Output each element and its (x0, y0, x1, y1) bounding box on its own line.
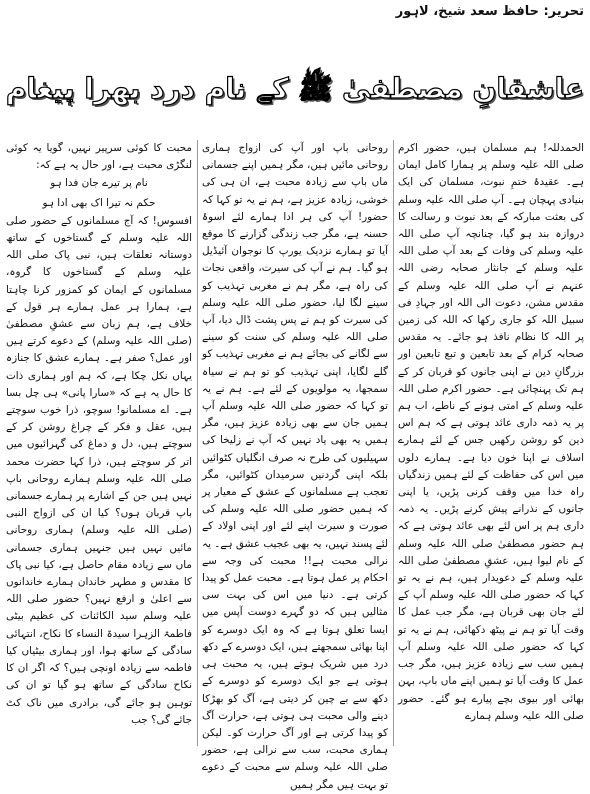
paragraph: محبت کا کوئی سرپیر نہیں، گویا یہ کوئی لنگڑی محبت ہے، اور حال یہ ہے کہ: (6, 142, 192, 172)
article-body (6, 140, 584, 791)
column-divider (197, 140, 198, 746)
verse-line: نام پر تیرے جان فدا ہو (50, 177, 148, 190)
paragraph: الحمدللہ! ہم مسلمان ہیں، حضور اکرم صلی اللہ علیہ وسلم پر ہمارا کامل ایمان ہے۔ عقیدۂ ختمِ نبوت، مسلمان کی ایک بنیادی پہچان ہے۔ آپ صلی اللہ علیہ وسلم کی بعثت مبارکہ کے بعد نبوت و رسالت کا دروازہ بند ہو گیا، چنانچہ آپ صلی اللہ علیہ وسلم کی وفات کے بعد آپ صلی اللہ علیہ وسلم کے جانثار صحابہ رضی اللہ عنہم نے آپ صلی اللہ علیہ وسلم کے مقدس مشن، دعوت الی اللہ اور جہادِ فی سبیل اللہ کو جاری رکھا کہ اللہ کی زمین پر اللہ کا نظام نافذ ہو جائے۔ یہ مقدس صحابہ کرام کے بعد تابعین و تبع تابعین اور بزرگانِ دین نے اپنی جانوں کو قربان کر کے ہم تک پہنچائی ہے۔ حضور اکرم صلی اللہ علیہ وسلم کے امتی ہونے کے ناطے، اب ہم پر یہ ذمہ داری عائد ہوتی ہے کہ ہم اس دین کو روشن رکھیں جس کے لئے ہمارے اسلاف نے اپنا خون دیا ہے۔ ہمارے دلوں میں اس کی حفاظت کے لئے ہمیں زندگیاں راہ خدا میں وقف کرنی پڑیں، یا اپنی جانوں کے نذرانے پیش کرنے پڑیں۔ یہ ذمہ داری ہم پر اس لئے بھی عائد ہوتی ہے کہ ہم حضور مصطفیٰ صلی اللہ علیہ وسلم کے نام لیوا ہیں، عشقِ مصطفیٰ صلی اللہ علیہ وسلم کے دعویدار ہیں، ہم نے یہ تو کہا کہ حضور صلی اللہ علیہ وسلم آپ کے لئے جان بھی قربان ہے، مگر جب عمل کا وقت آیا تو ہم نے پیٹھ دکھائی، ہم نے یہ تو کہا کہ حضور صلی اللہ علیہ وسلم آپ ہمیں سب سے زیادہ عزیز ہیں، مگر جب عمل کا وقت آیا تو ہمیں اپنے ماں باپ، بہن بھائی اور بیوی بچے پیارے ہو گئے۔ حضور صلی اللہ علیہ وسلم ہمارے (398, 142, 584, 722)
article-title: عاشقانِ مصطفیٰ ﷺ کے نام درد بھرا پیغام (5, 72, 585, 105)
column-divider (393, 140, 394, 746)
verse-line: حکم نہ تیرا اک بھی ادا ہو (42, 196, 156, 209)
column-middle (202, 140, 388, 791)
column-right (398, 140, 584, 746)
author-byline: تحریر: حافظ سعد شیخ، لاہور (395, 4, 584, 19)
paragraph: روحانی باپ اور آپ کی ازواج ہماری روحانی مائیں ہیں، مگر ہمیں اپنے جسمانی ماں باپ سے زیادہ محبت ہے، ان ہی کی خوشی، زیادہ عزیز ہے، ہم نے یہ تو کہا کہ حضور! آپ کی ہر ادا ہمارے لئے اسوۂ حسنہ ہے، مگر جب زندگی گزارنے کا موقع آیا تو ہمارے نزدیک یورپ کا نوجوان آئیڈیل ہو گیا۔ ہم نے آپ کی سیرت، واقعی نجات کی راہ ہے، مگر ہم نے مغربی تہذیب کو سینے لگا لیا، حضور صلی اللہ علیہ وسلم کی سیرت کو ہم نے پس پشت ڈال دیا، آپ صلی اللہ علیہ وسلم کی سنت کو سینے سے لگانے کی بجائے ہم نے مغربی تہذیب کو گلے لگایا، اپنی تہذیب کو تو ہم نے سیاہ سمجھا، یہ مولویوں کے لئے ہے۔ ہم نے یہ تو کہا کہ حضور صلی اللہ علیہ وسلم آپ ہمیں جان سے بھی زیادہ عزیز ہیں، مگر ہمیں یہ بھی یاد نہیں کہ آپ نے زلیخا کی سہیلیوں کی طرح نہ صرف انگلیاں کٹوائیں بلکہ اپنی گردنیں سرمیدان کٹوائیں، مگر تعجب ہے مسلمانوں کے عشق کے معیار پر کہ ہمیں حضور صلی اللہ علیہ وسلم کی صورت و سیرت اپنے لئے اور اپنی اولاد کے لئے پسند نہیں، یہ بھی عجیب عشق ہے۔ یہ نرالی محبت ہے!! محبت کی وجہ سے احکام پر عمل ہوتا ہے۔ محبت عمل کو پیدا کرتی ہے۔ دنیا میں اس کی بہت سی مثالیں ہیں کہ دو گہرے دوست آپس میں ایسا تعلق ہوتا ہے کہ وہ ایک دوسرے کو اپنا بھائی سمجھتے ہیں، ایک دوسرے کے دکھ درد میں شریک ہوتے ہیں، یہ محبت ہی ہوتی ہے جو ایک دوسرے کو دوسرے کے دکھ سے بے چین کر دیتی ہے، آگ کو بھڑکا دینے والی محبت ہی ہوتی ہے، حرارت آگ کو پیدا کرتی ہے اور آگ حرارت کو۔ لیکن ہماری محبت، سب سے نرالی ہے، حضور صلی اللہ علیہ وسلم سے محبت کے دعوے تو بہت ہیں مگر ہمیں (202, 142, 388, 791)
paragraph: افسوس! کہ آج مسلمانوں کے حضور صلی اللہ علیہ وسلم کے گستاخوں کے ساتھ دوستانہ تعلقات ہیں، نبی پاک صلی اللہ علیہ وسلم کے گستاخوں کا گروہ، مسلمانوں کے ایمان کو کمزور کرنا چاہتا ہے، ہمارا ہر عمل ہمارے ہر قول کے خلاف ہے، ہم زبان سے عشقِ مصطفیٰ (صلی اللہ علیہ وسلم) کے دعوے کرتے ہیں اور عمل؟ صفر ہے۔ ہمارے عشق کا جنازہ یہاں نکل چکا ہے، کہ ہم اور ہماری ذات کا حال یہ ہے کہ «سارا پانی» ہی چل بسا ہے۔ اے مسلمانو! سوچو، ذرا خوب سوچتے ہیں، عقل و فکر کے چراغ روشن کر کے سوچتے ہیں، دل و دماغ کی گہرائیوں میں اتر کر سوچتے ہیں، ذرا کہا حضرت محمد صلی اللہ علیہ وسلم ہمارے روحانی باپ نہیں ہیں جن کے اشارے پر ہمارے جسمانی باپ قربان ہوں؟ کیا ان کی ازواج النبی (صلی اللہ علیہ وسلم) ہماری روحانی مائیں نہیں ہیں جنہیں ہماری جسمانی ماں سے زیادہ مقام حاصل ہے، کیا نبی پاک کا مقدس و مطہر خاندان ہمارے خاندانوں سے اعلیٰ و ارفع نہیں؟ حضور صلی اللہ علیہ وسلم سید الکائنات کی عظیم بیٹی فاطمۃ الزہرا سیدۃ النساء کا نکاح، انتہائی سادگی کے ساتھ ہوا، اور ہماری بیٹیاں کیا فاطمہ سے زیادہ اونچی ہیں؟ کہ اگر ان کا نکاح سادگی کے ساتھ ہو گیا تو ان کی توہین ہو جائے گی، برادری میں ناک کٹ جائے گی؟ جب (6, 214, 192, 726)
column-left (6, 140, 192, 746)
